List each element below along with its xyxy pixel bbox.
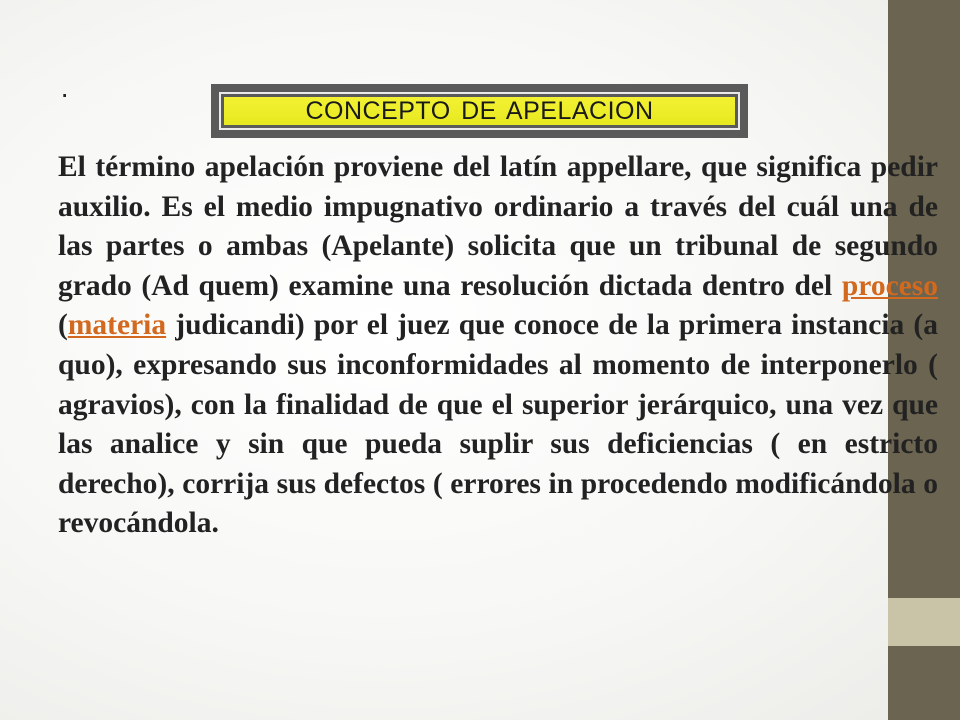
body-text-part2: ( — [58, 309, 68, 342]
title-box-fill — [224, 97, 735, 125]
body-text-part1: El término apelación proviene del latín appellare, que significa pedir auxilio. Es el medio impugnativo ordinario a través del cuál una de las partes o ambas (Apelante) solicita que un tribunal de segundo grado (Ad quem) examine una resolución dictada dentro del — [58, 151, 938, 302]
slide-title: CONCEPTO DE APELACION — [305, 96, 654, 125]
sidebar-accent-block — [888, 598, 960, 646]
title-box-inner-border — [219, 92, 740, 130]
body-text-part3: judicandi) por el juez que conoce de la primera instancia (a quo), expresando sus inconformidades al momento de interponerlo ( agravios), con la finalidad de que el superior jerárquico, una vez que las analice y sin que pueda suplir sus deficiencias ( en estricto derecho), corrija sus defectos ( errores in procedendo modificándola o revocándola. — [58, 309, 938, 540]
body-paragraph — [58, 148, 938, 544]
link-materia[interactable]: materia — [67, 309, 167, 342]
link-proceso[interactable]: proceso — [841, 269, 938, 302]
bullet-dot: · — [60, 78, 70, 109]
title-box — [211, 84, 748, 138]
